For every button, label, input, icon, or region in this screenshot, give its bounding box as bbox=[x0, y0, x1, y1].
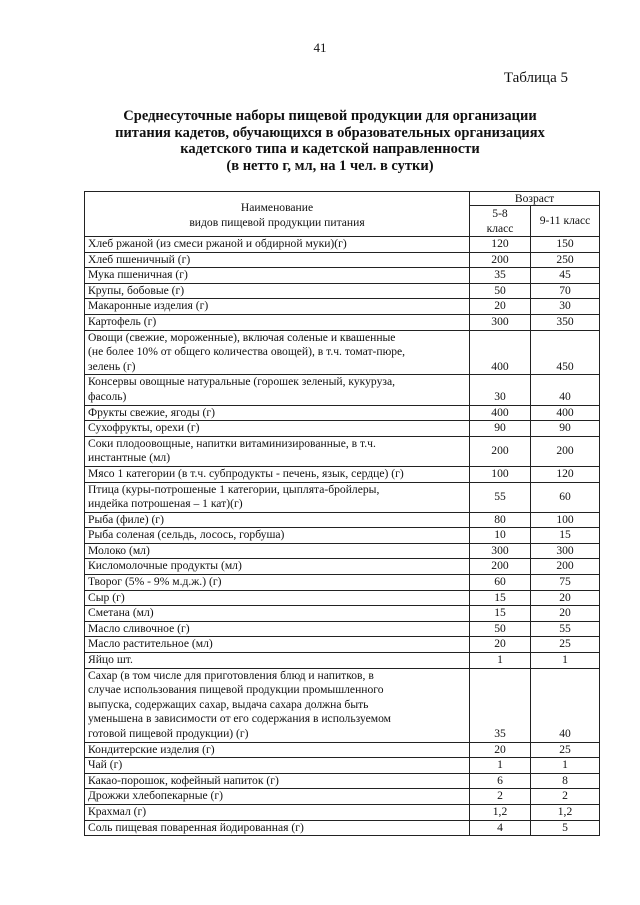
product-name-line: Чай (г) bbox=[88, 758, 123, 772]
product-name-cell bbox=[85, 237, 470, 253]
value-grade-5-8: 20 bbox=[470, 742, 531, 758]
product-name-cell bbox=[85, 773, 470, 789]
product-name-line: Фрукты свежие, ягоды (г) bbox=[88, 405, 216, 419]
product-name-line: Мука пшеничная (г) bbox=[88, 268, 188, 282]
product-name-line: Хлеб пшеничный (г) bbox=[88, 252, 191, 266]
product-name-line: Сахар (в том числе для приготовления блюд и напитков, в bbox=[88, 668, 374, 682]
table-row bbox=[85, 375, 600, 405]
table-row bbox=[85, 804, 600, 820]
value-grade-5-8: 200 bbox=[470, 252, 531, 268]
value-grade-5-8: 1 bbox=[470, 653, 531, 669]
table-row bbox=[85, 575, 600, 591]
value-grade-5-8: 20 bbox=[470, 299, 531, 315]
value-grade-5-8: 30 bbox=[470, 375, 531, 405]
value-grade-9-11: 150 bbox=[531, 237, 600, 253]
product-name-cell bbox=[85, 421, 470, 437]
table-row bbox=[85, 482, 600, 512]
product-name-line: Дрожжи хлебопекарные (г) bbox=[88, 789, 224, 803]
value-grade-9-11: 400 bbox=[531, 405, 600, 421]
value-grade-9-11: 75 bbox=[531, 575, 600, 591]
value-grade-9-11: 2 bbox=[531, 789, 600, 805]
value-grade-9-11: 70 bbox=[531, 283, 600, 299]
product-name-cell bbox=[85, 804, 470, 820]
value-grade-5-8: 4 bbox=[470, 820, 531, 836]
product-name-line: Рыба (филе) (г) bbox=[88, 512, 164, 526]
product-name-cell bbox=[85, 575, 470, 591]
product-name-cell bbox=[85, 436, 470, 466]
title-line: (в нетто г, мл, на 1 чел. в сутки) bbox=[226, 157, 434, 174]
value-grade-5-8: 35 bbox=[470, 268, 531, 284]
product-name-line: зелень (г) bbox=[88, 359, 136, 373]
table-row bbox=[85, 314, 600, 330]
value-grade-9-11: 20 bbox=[531, 590, 600, 606]
value-grade-9-11: 30 bbox=[531, 299, 600, 315]
product-name-line: фасоль) bbox=[88, 389, 127, 403]
header-grade-9-11: 9-11 класс bbox=[531, 206, 600, 237]
table-row bbox=[85, 405, 600, 421]
value-grade-9-11: 15 bbox=[531, 528, 600, 544]
product-name-cell bbox=[85, 543, 470, 559]
product-name-cell bbox=[85, 758, 470, 774]
table-row bbox=[85, 528, 600, 544]
value-grade-5-8: 2 bbox=[470, 789, 531, 805]
value-grade-5-8: 1 bbox=[470, 758, 531, 774]
table-row bbox=[85, 668, 600, 742]
value-grade-9-11: 45 bbox=[531, 268, 600, 284]
value-grade-9-11: 40 bbox=[531, 668, 600, 742]
product-name-line: Сыр (г) bbox=[88, 590, 125, 604]
value-grade-5-8: 200 bbox=[470, 559, 531, 575]
product-name-line: Птица (куры-потрошеные 1 категории, цыплята-бройлеры, bbox=[88, 482, 380, 496]
table-row bbox=[85, 466, 600, 482]
table-row bbox=[85, 252, 600, 268]
value-grade-9-11: 1,2 bbox=[531, 804, 600, 820]
value-grade-9-11: 450 bbox=[531, 330, 600, 375]
product-name-cell bbox=[85, 820, 470, 836]
value-grade-9-11: 8 bbox=[531, 773, 600, 789]
product-name-cell bbox=[85, 405, 470, 421]
product-name-cell bbox=[85, 621, 470, 637]
table-title bbox=[60, 108, 600, 174]
product-name-cell bbox=[85, 512, 470, 528]
product-name-line: Соль пищевая поваренная йодированная (г) bbox=[88, 820, 304, 834]
product-name-line: Соки плодоовощные, напитки витаминизированные, в т.ч. bbox=[88, 436, 376, 450]
product-name-line: Масло сливочное (г) bbox=[88, 621, 190, 635]
value-grade-5-8: 55 bbox=[470, 482, 531, 512]
value-grade-9-11: 250 bbox=[531, 252, 600, 268]
product-name-line: Молоко (мл) bbox=[88, 543, 150, 557]
product-name-cell bbox=[85, 590, 470, 606]
product-name-line: случае использования пищевой продукции промышленного bbox=[88, 683, 384, 697]
table-row bbox=[85, 268, 600, 284]
value-grade-5-8: 300 bbox=[470, 314, 531, 330]
product-name-cell bbox=[85, 606, 470, 622]
table-row bbox=[85, 559, 600, 575]
product-name-cell bbox=[85, 528, 470, 544]
table-row bbox=[85, 283, 600, 299]
value-grade-5-8: 1,2 bbox=[470, 804, 531, 820]
table-row bbox=[85, 436, 600, 466]
product-name-line: индейка потрошеная – 1 кат)(г) bbox=[88, 497, 243, 511]
product-name-line: Консервы овощные натуральные (горошек зеленый, кукуруза, bbox=[88, 375, 395, 389]
value-grade-9-11: 90 bbox=[531, 421, 600, 437]
table-row bbox=[85, 773, 600, 789]
table-row bbox=[85, 653, 600, 669]
table-row bbox=[85, 299, 600, 315]
table-label: Таблица 5 bbox=[503, 70, 568, 86]
title-line: питания кадетов, обучающихся в образовательных организациях bbox=[115, 124, 545, 141]
value-grade-5-8: 120 bbox=[470, 237, 531, 253]
header-grade-line: класс bbox=[486, 222, 514, 235]
table-row bbox=[85, 820, 600, 836]
product-name-line: Макаронные изделия (г) bbox=[88, 299, 209, 313]
value-grade-9-11: 200 bbox=[531, 559, 600, 575]
table-row bbox=[85, 543, 600, 559]
value-grade-5-8: 400 bbox=[470, 405, 531, 421]
value-grade-9-11: 1 bbox=[531, 653, 600, 669]
header-product-name bbox=[85, 192, 470, 237]
product-name-line: Хлеб ржаной (из смеси ржаной и обдирной муки)(г) bbox=[88, 237, 347, 250]
value-grade-5-8: 6 bbox=[470, 773, 531, 789]
value-grade-9-11: 120 bbox=[531, 466, 600, 482]
product-name-cell bbox=[85, 314, 470, 330]
product-name-line: Картофель (г) bbox=[88, 314, 157, 328]
header-name-line: видов пищевой продукции питания bbox=[189, 216, 365, 229]
product-name-line: Мясо 1 категории (в т.ч. субпродукты - печень, язык, сердце) (г) bbox=[88, 466, 404, 480]
header-name-line: Наименование bbox=[240, 201, 314, 214]
table-row bbox=[85, 789, 600, 805]
value-grade-9-11: 200 bbox=[531, 436, 600, 466]
product-name-line: Творог (5% - 9% м.д.ж.) (г) bbox=[88, 575, 222, 589]
product-name-cell bbox=[85, 375, 470, 405]
product-name-cell bbox=[85, 330, 470, 375]
header-grade-5-8 bbox=[470, 206, 531, 237]
value-grade-9-11: 350 bbox=[531, 314, 600, 330]
value-grade-5-8: 100 bbox=[470, 466, 531, 482]
value-grade-9-11: 5 bbox=[531, 820, 600, 836]
table-row bbox=[85, 742, 600, 758]
value-grade-9-11: 40 bbox=[531, 375, 600, 405]
value-grade-9-11: 60 bbox=[531, 482, 600, 512]
table-row bbox=[85, 758, 600, 774]
title-line: кадетского типа и кадетской направленности bbox=[180, 141, 480, 157]
table-row bbox=[85, 237, 600, 253]
title-line: Среднесуточные наборы пищевой продукции для организации bbox=[123, 108, 537, 124]
table-row bbox=[85, 330, 600, 375]
product-name-line: Кисломолочные продукты (мл) bbox=[88, 559, 242, 573]
product-name-cell bbox=[85, 268, 470, 284]
header-age: Возраст bbox=[470, 192, 600, 206]
value-grade-5-8: 35 bbox=[470, 668, 531, 742]
product-name-line: Крупы, бобовые (г) bbox=[88, 283, 185, 297]
value-grade-5-8: 20 bbox=[470, 637, 531, 653]
product-name-line: инстантные (мл) bbox=[88, 451, 171, 465]
product-name-line: Какао-порошок, кофейный напиток (г) bbox=[88, 773, 279, 787]
product-name-cell bbox=[85, 559, 470, 575]
product-name-line: Кондитерские изделия (г) bbox=[88, 742, 215, 756]
food-norms-table bbox=[84, 191, 600, 836]
table-row bbox=[85, 637, 600, 653]
product-name-line: Яйцо шт. bbox=[88, 653, 133, 667]
table-row bbox=[85, 606, 600, 622]
value-grade-9-11: 25 bbox=[531, 742, 600, 758]
product-name-line: Крахмал (г) bbox=[88, 804, 147, 818]
table-row bbox=[85, 590, 600, 606]
value-grade-5-8: 90 bbox=[470, 421, 531, 437]
product-name-cell bbox=[85, 482, 470, 512]
value-grade-9-11: 20 bbox=[531, 606, 600, 622]
value-grade-9-11: 1 bbox=[531, 758, 600, 774]
product-name-line: уменьшена в зависимости от его содержания в используемом bbox=[88, 712, 391, 726]
product-name-cell bbox=[85, 742, 470, 758]
value-grade-5-8: 200 bbox=[470, 436, 531, 466]
product-name-line: Сухофрукты, орехи (г) bbox=[88, 421, 200, 435]
product-name-line: Сметана (мл) bbox=[88, 606, 154, 620]
value-grade-5-8: 300 bbox=[470, 543, 531, 559]
product-name-line: готовой пищевой продукции) (г) bbox=[88, 727, 249, 740]
value-grade-5-8: 50 bbox=[470, 621, 531, 637]
product-name-line: Масло растительное (мл) bbox=[88, 637, 213, 651]
table-row bbox=[85, 621, 600, 637]
product-name-line: Рыба соленая (сельдь, лосось, горбуша) bbox=[88, 528, 285, 542]
table-row bbox=[85, 421, 600, 437]
product-name-cell bbox=[85, 252, 470, 268]
page-number: 41 bbox=[313, 40, 327, 55]
value-grade-5-8: 400 bbox=[470, 330, 531, 375]
header-grade-line: 5-8 bbox=[492, 207, 508, 220]
product-name-cell bbox=[85, 653, 470, 669]
product-name-cell bbox=[85, 789, 470, 805]
value-grade-5-8: 10 bbox=[470, 528, 531, 544]
product-name-line: выпуска, содержащих сахар, выдача сахара должна быть bbox=[88, 697, 369, 711]
value-grade-5-8: 60 bbox=[470, 575, 531, 591]
product-name-line: (не более 10% от общего количества овощей), в т.ч. томат-пюре, bbox=[88, 345, 406, 359]
product-name-cell bbox=[85, 668, 470, 742]
value-grade-9-11: 300 bbox=[531, 543, 600, 559]
product-name-cell bbox=[85, 637, 470, 653]
product-name-cell bbox=[85, 299, 470, 315]
product-name-cell bbox=[85, 466, 470, 482]
value-grade-9-11: 55 bbox=[531, 621, 600, 637]
product-name-cell bbox=[85, 283, 470, 299]
value-grade-5-8: 15 bbox=[470, 606, 531, 622]
value-grade-5-8: 15 bbox=[470, 590, 531, 606]
value-grade-5-8: 80 bbox=[470, 512, 531, 528]
value-grade-9-11: 100 bbox=[531, 512, 600, 528]
value-grade-5-8: 50 bbox=[470, 283, 531, 299]
value-grade-9-11: 25 bbox=[531, 637, 600, 653]
product-name-line: Овощи (свежие, мороженные), включая соленые и квашенные bbox=[88, 330, 396, 344]
table-row bbox=[85, 512, 600, 528]
